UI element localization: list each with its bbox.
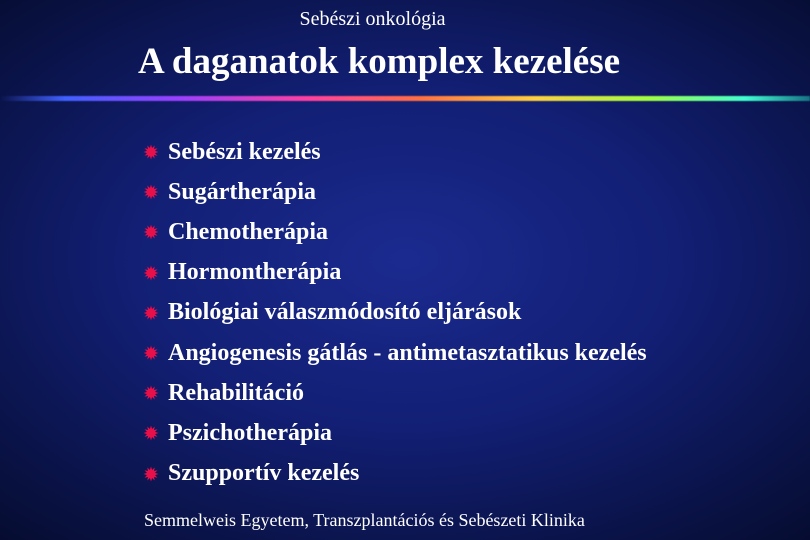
list-item [140, 212, 647, 252]
list-item [140, 253, 647, 293]
list-item [140, 413, 647, 453]
slide-header: Sebészi onkológia [299, 8, 446, 30]
list-item-text: Biológiai válaszmódosító eljárások [168, 299, 522, 326]
list-item [140, 172, 647, 212]
rainbow-divider [0, 96, 810, 101]
list-item [140, 333, 647, 373]
starburst-bullet-icon [140, 382, 162, 404]
list-item-text: Angiogenesis gátlás - antimetasztatikus kezelés [168, 339, 647, 366]
list-item-text: Sebészi kezelés [168, 138, 321, 165]
list-item-text: Szupportív kezelés [168, 460, 360, 487]
list-item-text: Pszichotherápia [168, 419, 332, 446]
list-item [140, 454, 647, 494]
list-item [140, 293, 647, 333]
list-item-text: Hormontherápia [168, 259, 342, 286]
list-item-text: Sugártherápia [168, 178, 317, 205]
bullet-list [140, 132, 647, 494]
starburst-bullet-icon [140, 422, 162, 444]
slide-footer: Semmelweis Egyetem, Transzplantációs és Sebészeti Klinika [144, 510, 585, 530]
starburst-bullet-icon [140, 221, 162, 243]
list-item-text: Rehabilitáció [168, 379, 304, 406]
starburst-bullet-icon [140, 342, 162, 364]
list-item [140, 132, 647, 172]
slide-title: A daganatok komplex kezelése [138, 41, 621, 82]
starburst-bullet-icon [140, 463, 162, 485]
list-item [140, 373, 647, 413]
starburst-bullet-icon [140, 302, 162, 324]
starburst-bullet-icon [140, 141, 162, 163]
starburst-bullet-icon [140, 181, 162, 203]
list-item-text: Chemotherápia [168, 218, 328, 245]
starburst-bullet-icon [140, 262, 162, 284]
